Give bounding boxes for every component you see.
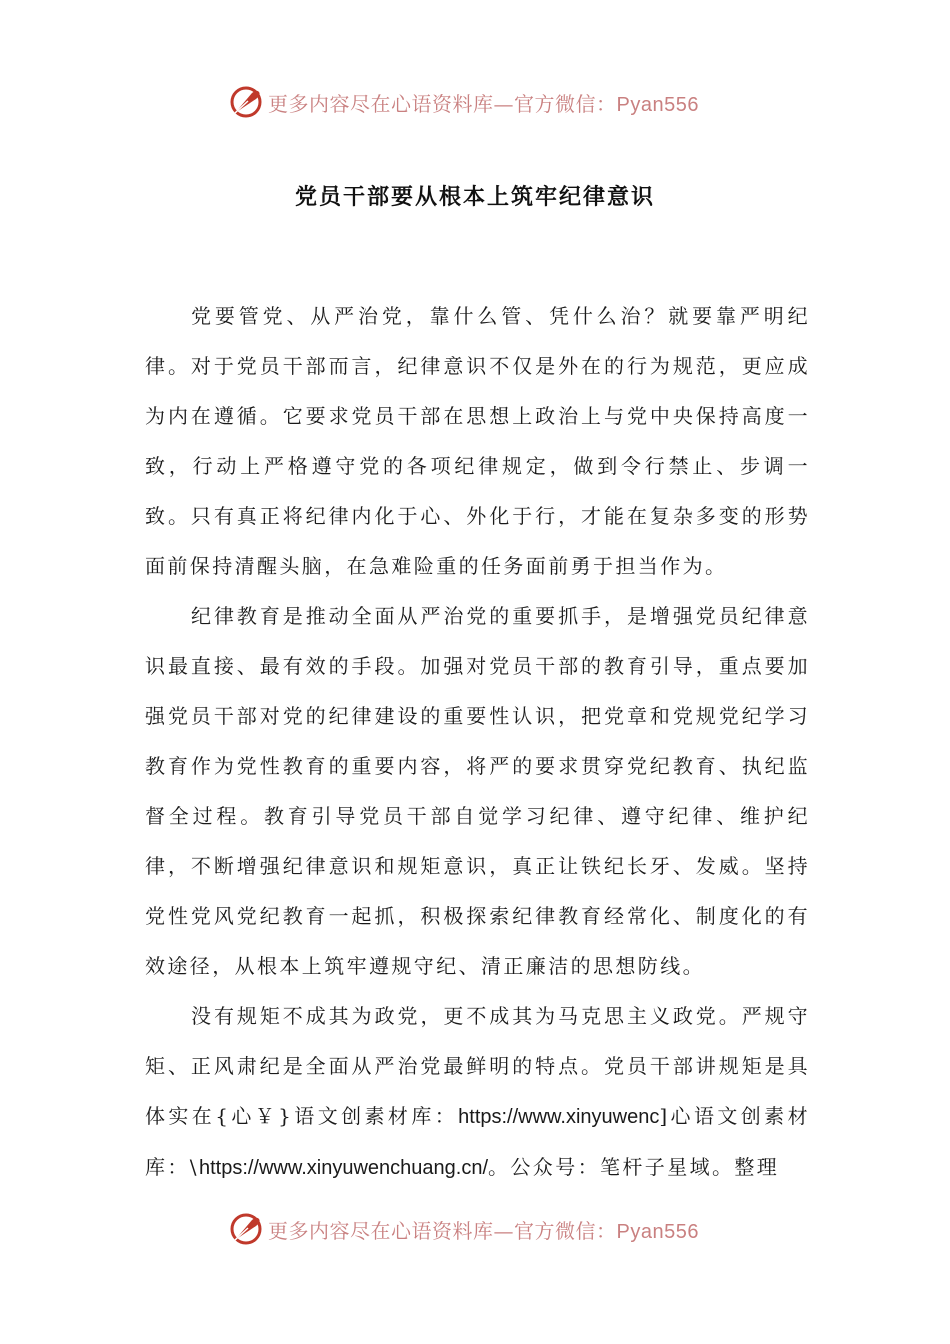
document-title: 党员干部要从根本上筑牢纪律意识 (294, 185, 655, 210)
header-banner-text: 更多内容尽在心语资料库—官方微信：Pyan556 (268, 91, 699, 116)
footer-wechat-id: Pyan556 (616, 1220, 699, 1243)
paragraph-1: 党要管党、从严治党，靠什么管、凭什么治？就要靠严明纪律。对于党员干部而言，纪律意识不仅是外在的行为规范，更应成为内在遵循。它要求党员干部在思想上政治上与党中央保持高度一致，行动上严格遵守党的各项纪律规定，做到令行禁止、步调一致。只有真正将纪律内化于心、外化于行，才能在复杂多变的形势面前保持清醒头脑，在急难险重的任务面前勇于担当作为。 (145, 304, 810, 578)
inline-url-1: https://www.xinyuwenc (458, 1106, 660, 1128)
header-wechat-id: Pyan556 (616, 93, 699, 116)
footer-banner (228, 1209, 748, 1249)
inline-url-2: https://www.xinyuwenchuang.cn/ (198, 1157, 488, 1179)
footer-banner-text: 更多内容尽在心语资料库—官方微信：Pyan556 (268, 1218, 699, 1243)
paragraph-2: 纪律教育是推动全面从严治党的重要抓手，是增强党员纪律意识最直接、最有效的手段。加强对党员干部的教育引导，重点要加强党员干部对党的纪律建设的重要性认识，把党章和党规党纪学习教育作为党性教育的重要内容，将严的要求贯穿党纪教育、执纪监督全过程。教育引导党员干部自觉学习纪律、遵守纪律、维护纪律，不断增强纪律意识和规矩意识，真正让铁纪长牙、发威。坚持党性党风党纪教育一起抓，积极探索纪律教育经常化、制度化的有效途径，从根本上筑牢遵规守纪、清正廉洁的思想防线。 (145, 604, 810, 978)
header-banner (228, 82, 748, 122)
document-body (145, 291, 810, 1193)
quill-pen-logo-icon (228, 1211, 264, 1247)
quill-pen-logo-icon (228, 84, 264, 120)
paragraph-3: 没有规矩不成其为政党，更不成其为马克思主义政党。严规守矩、正风肃纪是全面从严治党最鲜明的特点。党员干部讲规矩是具体实在{心￥}语文创素材库：https://www.xinyuwenc]心语文创素材库：\https://www.xinyuwenchuang.cn/。公众号：笔杆子星域。整理 (145, 1004, 810, 1179)
